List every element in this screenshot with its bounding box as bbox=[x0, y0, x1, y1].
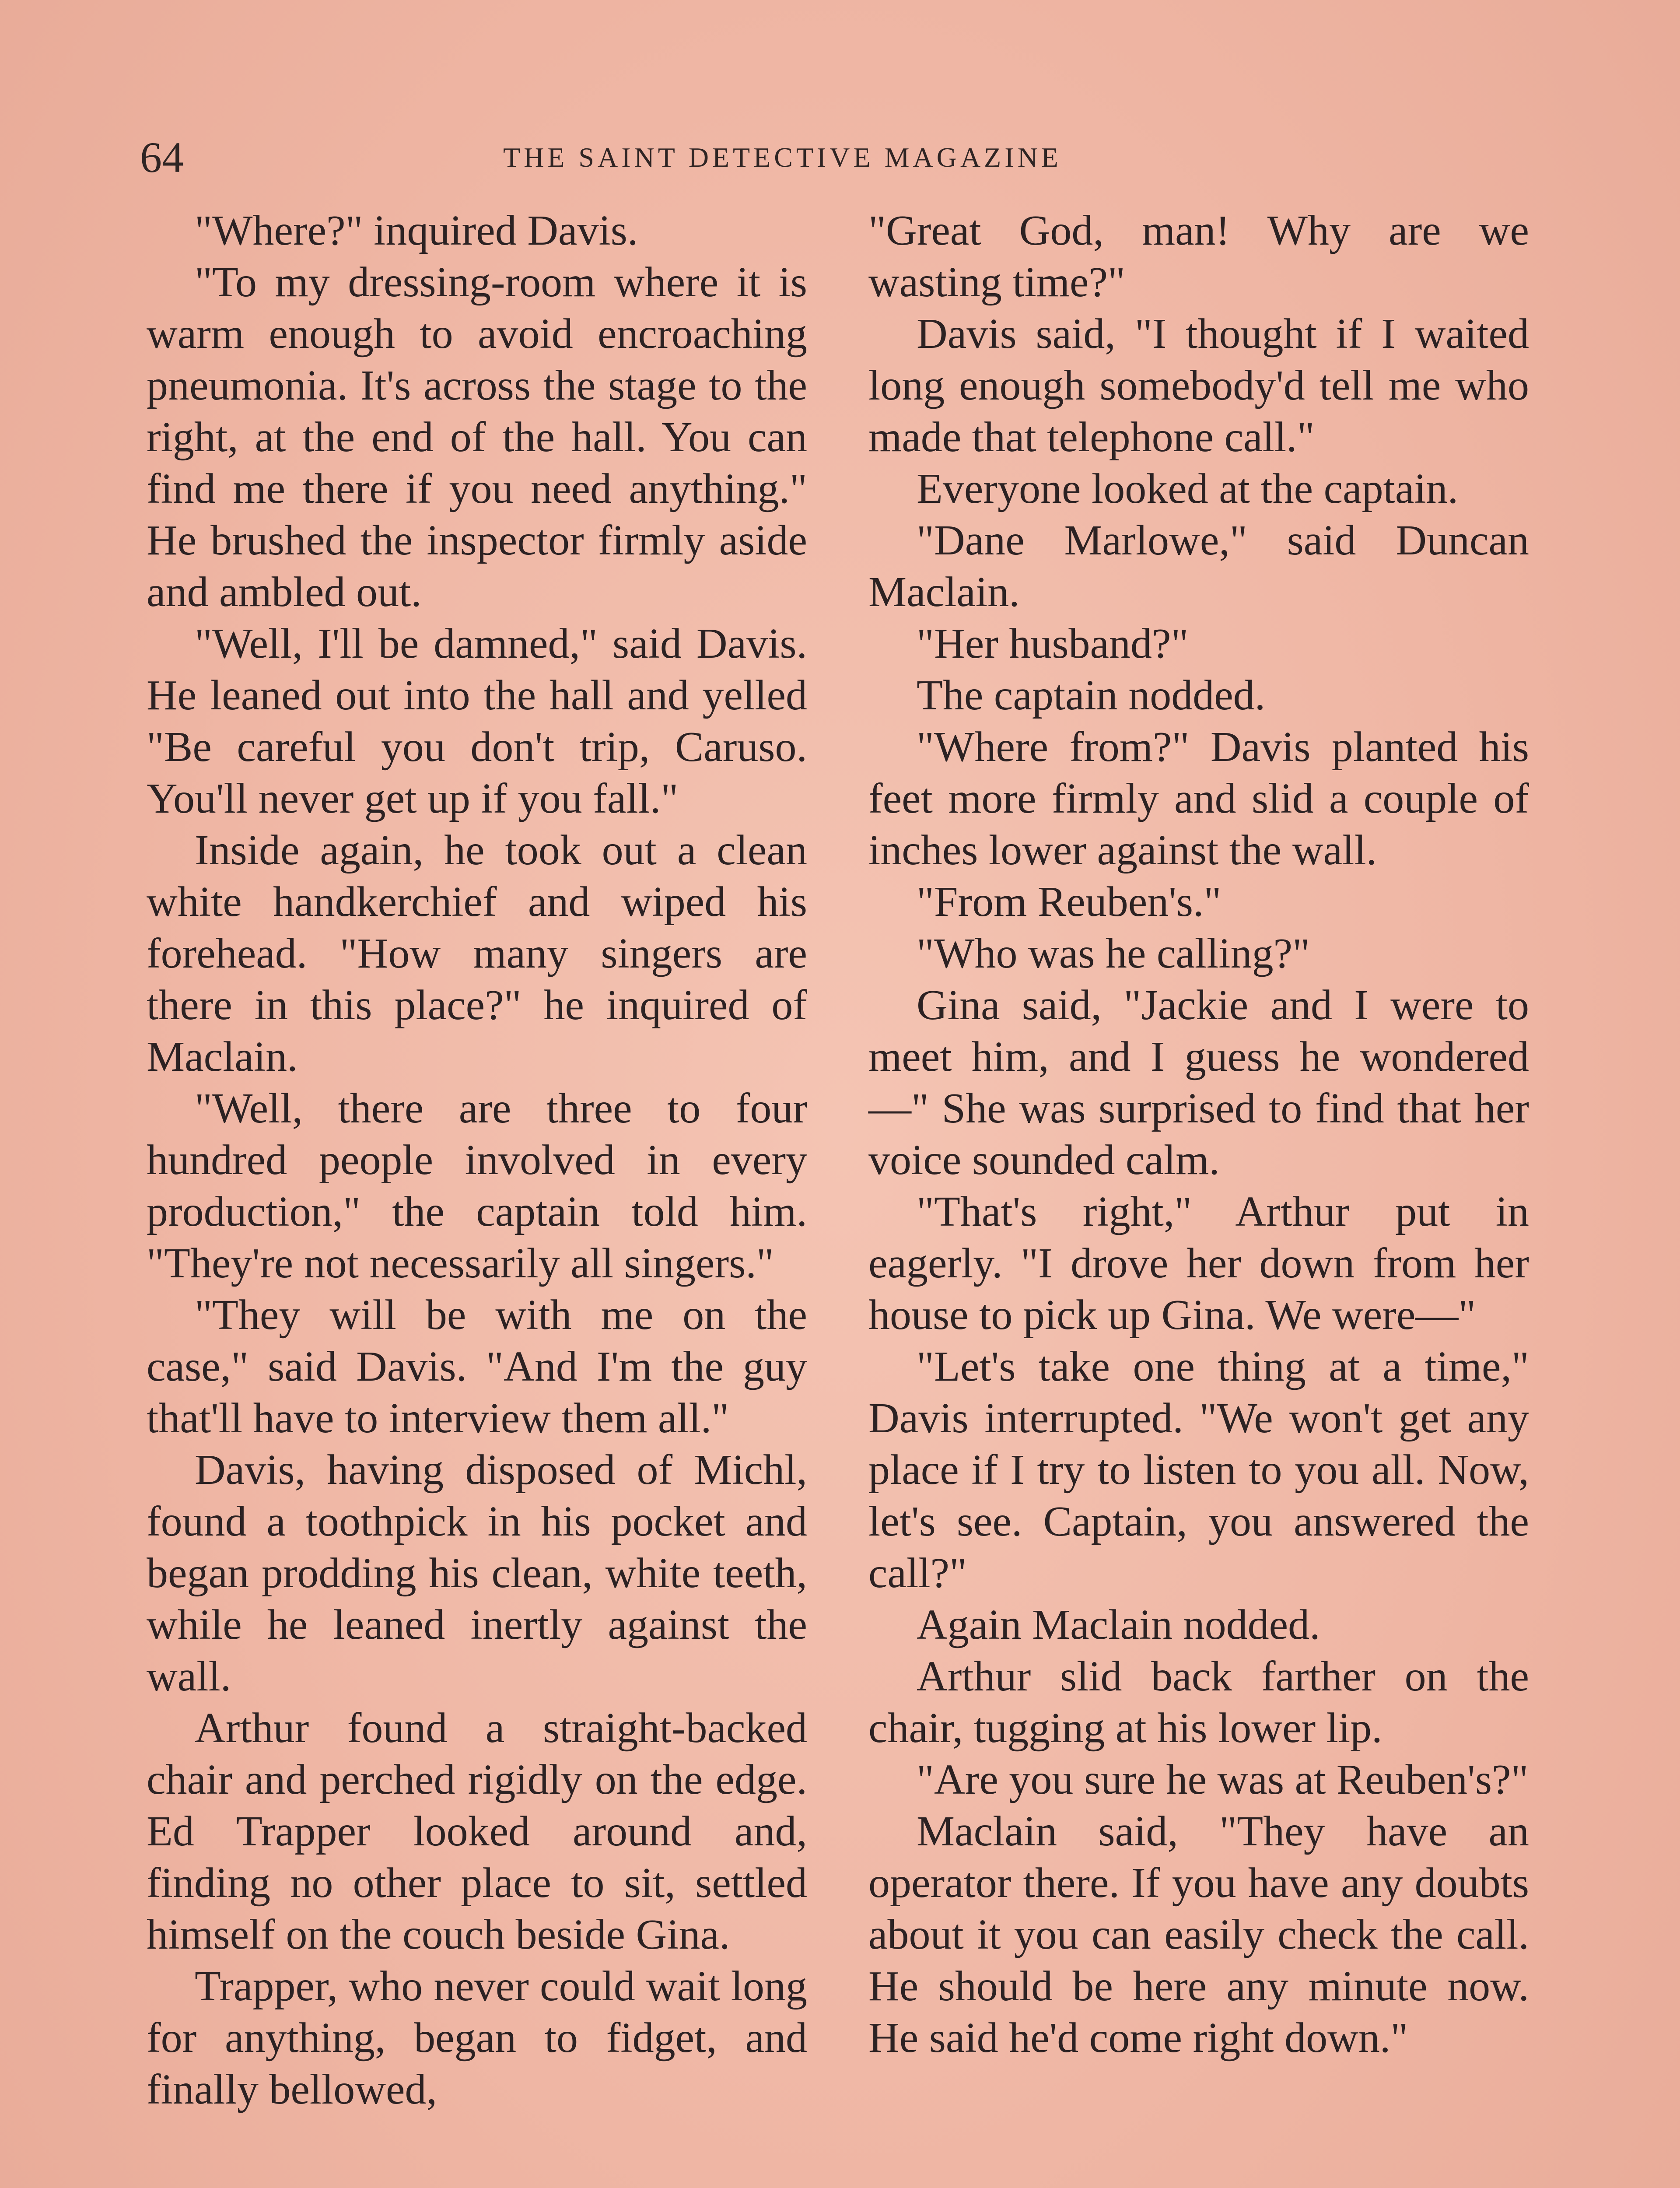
paragraph: "Great God, man! Why are we wasting time?" bbox=[868, 207, 1529, 306]
paragraph: "Are you sure he was at Reuben's?" bbox=[917, 1756, 1529, 1803]
paragraph: "Who was he calling?" bbox=[917, 930, 1310, 977]
paragraph: "Well, I'll be damned," said Davis. He leaned out into the hall and yelled "Be careful you don't trip, Caruso. You'll never get up if you fall." bbox=[147, 620, 807, 822]
page-header bbox=[0, 131, 1680, 184]
paragraph: The captain nodded. bbox=[917, 672, 1266, 719]
paragraph: Gina said, "Jackie and I were to meet him, and I guess he wondered—" She was surprised to find that her voice sounded calm. bbox=[868, 982, 1529, 1184]
paragraph: Trapper, who never could wait long for anything, began to fidget, and finally bellowed, bbox=[147, 1963, 807, 2113]
running-head: THE SAINT DETECTIVE MAGAZINE bbox=[503, 142, 1062, 173]
paragraph: "Her husband?" bbox=[917, 620, 1189, 667]
paragraph: "Dane Marlowe," said Duncan Maclain. bbox=[868, 517, 1529, 616]
page-number: 64 bbox=[140, 133, 184, 182]
paragraph: "That's right," Arthur put in eagerly. "I drove her down from her house to pick up Gina. We were—" bbox=[868, 1188, 1529, 1339]
paragraph: "From Reuben's." bbox=[917, 878, 1222, 926]
paragraph: "They will be with me on the case," said Davis. "And I'm the guy that'll have to interview them all." bbox=[147, 1291, 807, 1442]
paragraph: "Well, there are three to four hundred people involved in every production," the captain told him. "They're not necessarily all singers." bbox=[147, 1085, 807, 1287]
right-column bbox=[868, 205, 1529, 2064]
paragraph: Again Maclain nodded. bbox=[917, 1601, 1320, 1648]
paragraph: Arthur slid back farther on the chair, tugging at his lower lip. bbox=[868, 1653, 1529, 1752]
paragraph: "Where from?" Davis planted his feet more firmly and slid a couple of inches lower against the wall. bbox=[868, 723, 1529, 874]
paragraph: Arthur found a straight-backed chair and perched rigidly on the edge. Ed Trapper looked around and, finding no other place to sit, settled himself on the couch beside Gina. bbox=[147, 1704, 807, 1958]
paragraph: Maclain said, "They have an operator there. If you have any doubts about it you can easily check the call. He should be here any minute now. He said he'd come right down." bbox=[868, 1808, 1529, 2062]
paragraph: Davis said, "I thought if I waited long enough somebody'd tell me who made that telephone call." bbox=[868, 310, 1529, 461]
paragraph: Davis, having disposed of Michl, found a toothpick in his pocket and began prodding his clean, white teeth, while he leaned inertly against the wall. bbox=[147, 1446, 807, 1700]
paragraph: "Where?" inquired Davis. bbox=[195, 207, 638, 254]
left-column bbox=[147, 205, 807, 2115]
paragraph: "Let's take one thing at a time," Davis interrupted. "We won't get any place if I try to listen to you all. Now, let's see. Captain, you answered the call?" bbox=[868, 1343, 1529, 1597]
paragraph: "To my dressing-room where it is warm enough to avoid encroaching pneumonia. It's across the stage to the right, at the end of the hall. You can find me there if you need anything." He brushed the inspector firmly aside and ambled out. bbox=[147, 259, 807, 616]
paragraph: Inside again, he took out a clean white handkerchief and wiped his forehead. "How many singers are there in this place?" he inquired of Maclain. bbox=[147, 827, 807, 1080]
paragraph: Everyone looked at the captain. bbox=[917, 465, 1459, 512]
